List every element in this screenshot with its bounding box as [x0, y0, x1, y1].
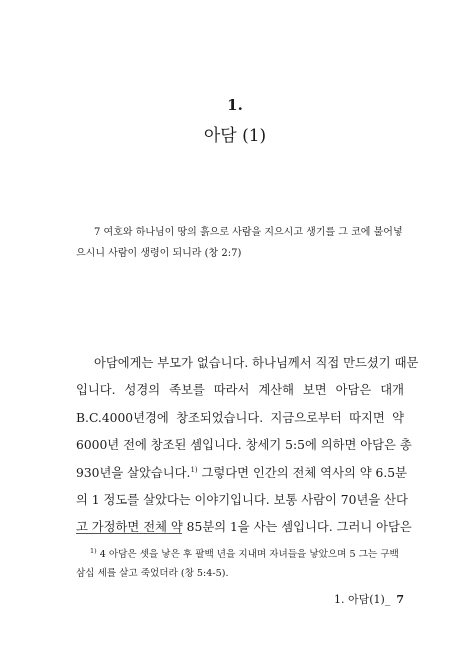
- page-number: 7: [396, 593, 404, 606]
- running-title: 1. 아담(1)_: [334, 593, 391, 606]
- body-text: [76, 350, 419, 542]
- footnote-reference[interactable]: 1): [190, 465, 198, 474]
- body-line-segment: 930년을 살았습니다.: [76, 465, 191, 480]
- footnote: [76, 545, 406, 583]
- body-line: 의 1 정도를 살았다는 이야기입니다. 보통 사람이 70년을 산다: [76, 493, 408, 508]
- chapter-title: 아담 (1): [203, 126, 267, 146]
- body-line: [76, 460, 407, 487]
- body-line: 6000년 전에 창조된 셈입니다. 창세기 5:5에 의하면 아담은 총: [76, 438, 412, 453]
- footnote-text: 4 아담은 셋을 낳은 후 팔백 년을 지내며 자녀들을 낳았으며 5 그는 구백삼십 세를 살고 죽었더라 (창 5:4-5).: [76, 549, 399, 579]
- body-line: 아담에게는 부모가 없습니다. 하나님께서 직접 만드셨기 때문: [94, 356, 419, 370]
- body-line-segment: 그렇다면 인간의 전체 역사의 약 6.5분: [197, 465, 407, 480]
- chapter-number: 1.: [227, 96, 243, 114]
- body-line: 입니다. 성경의 족보를 따라서 계산해 보면 아담은 대개: [76, 383, 404, 398]
- body-line: B.C.4000년경에 창조되었습니다. 지금으로부터 따지면 약: [76, 410, 404, 425]
- running-footer: [334, 591, 404, 607]
- epigraph-verse: 7 여호와 하나님이 땅의 흙으로 사람을 지으시고 생기를 그 코에 불어넣으시니 사람이 생령이 되니라 (창 2:7): [76, 227, 403, 259]
- footnote-marker: 1): [90, 547, 97, 555]
- body-line: 고 가정하면 전체 약 85분의 1을 사는 셈입니다. 그러니 아담은: [76, 520, 412, 535]
- footnote-divider: [76, 533, 182, 534]
